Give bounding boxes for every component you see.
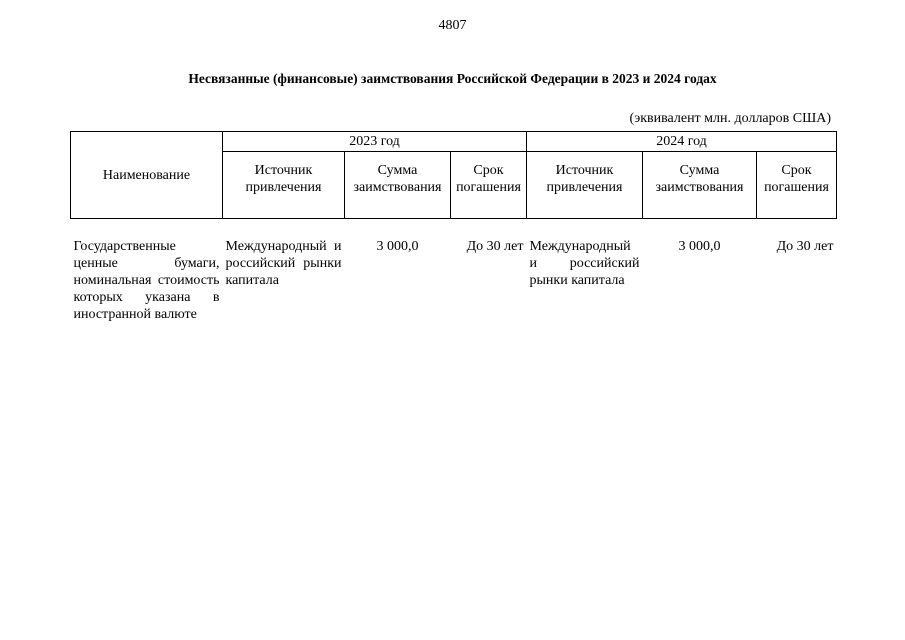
term-header-line-2: погашения <box>456 180 521 195</box>
year-2023-header: 2023 год <box>223 132 527 152</box>
term-cell-2023: До 30 лет <box>466 239 524 254</box>
amount-header-line-1: Сумма <box>377 163 418 178</box>
amount-header-line-2: заимствования <box>655 180 744 195</box>
source-header-line-2: привлечения <box>546 180 623 195</box>
amount-header-2023 <box>345 152 451 219</box>
row-name-cell: Государственные ценные бумаги, номинальная стоимость которых указана в иностранной валюте <box>73 239 220 322</box>
term-header-2023 <box>451 152 527 219</box>
term-header-2024 <box>757 152 837 219</box>
units-note: (эквивалент млн. долларов США) <box>629 111 831 126</box>
document-title: Несвязанные (финансовые) заимствования Российской Федерации в 2023 и 2024 годах <box>188 71 717 86</box>
source-header-2023 <box>223 152 345 219</box>
year-header-row <box>71 132 837 152</box>
name-column-header: Наименование <box>71 132 223 219</box>
source-header-line-1: Источник <box>254 163 313 178</box>
table-row <box>71 219 837 324</box>
source-header-2024 <box>527 152 643 219</box>
amount-cell-2023: 3 000,0 <box>376 239 419 254</box>
term-header-line-1: Срок <box>473 163 504 178</box>
source-cell-2023: Международный и российский рынки капитала <box>225 239 342 288</box>
borrowings-table <box>70 131 837 323</box>
year-2024-header: 2024 год <box>527 132 837 152</box>
amount-cell-2024: 3 000,0 <box>678 239 721 254</box>
amount-header-line-1: Сумма <box>679 163 720 178</box>
term-cell-2024: До 30 лет <box>776 239 834 254</box>
source-cell-2024: Международный и российский рынки капитала <box>529 239 640 288</box>
source-header-line-2: привлечения <box>245 180 322 195</box>
amount-header-2024 <box>643 152 757 219</box>
page-number: 4807 <box>438 18 467 33</box>
term-header-line-1: Срок <box>781 163 812 178</box>
amount-header-line-2: заимствования <box>353 180 442 195</box>
source-header-line-1: Источник <box>555 163 614 178</box>
term-header-line-2: погашения <box>764 180 829 195</box>
